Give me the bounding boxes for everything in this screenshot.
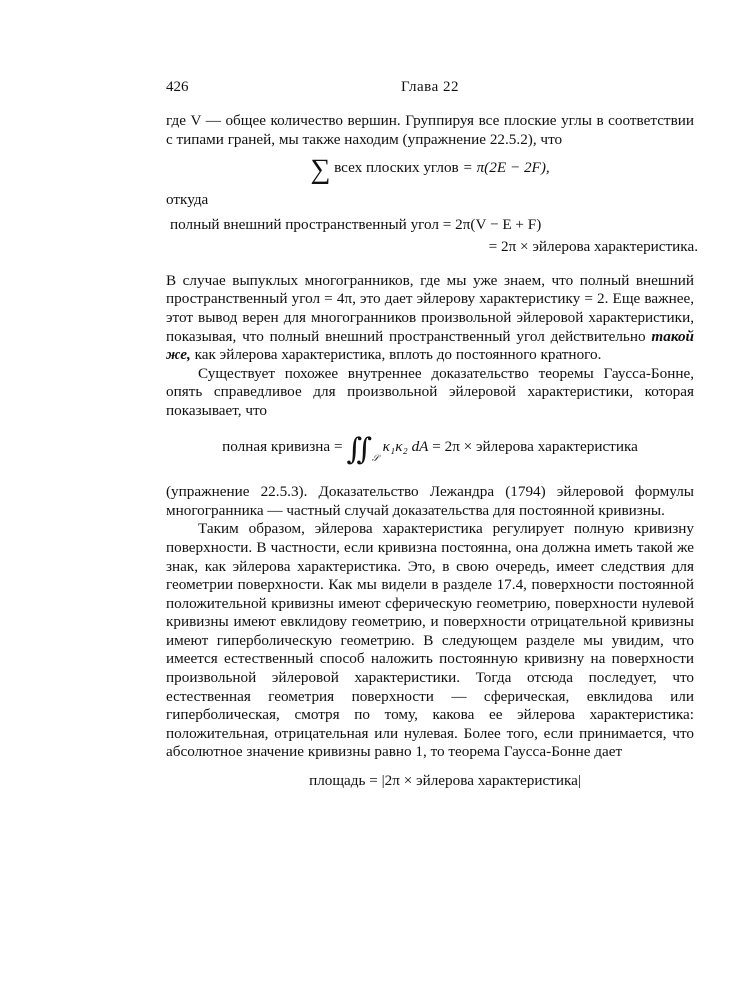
formula-total-curvature xyxy=(166,432,694,468)
integral-subscript: 𝒮 xyxy=(371,452,379,463)
paragraph-5: (упражнение 22.5.3). Доказательство Лежандра (1794) эйлеровой формулы многогранника — частный случай доказательства для постоянной кривизны. xyxy=(166,483,694,519)
double-integral-symbol: ∬ xyxy=(346,432,372,466)
chapter-word: Глава xyxy=(401,79,439,95)
paragraph-6: Таким образом, эйлерова характеристика регулирует полную кривизну поверхности. В частности, если кривизна постоянна, она должна иметь такой же знак, как эйлерова характеристика. Это, в свою очередь, имеет следствия для геометрии поверхности. Как мы видели в разделе 17.4, поверхности постоянной положительной кривизны имеют сферическую геометрию, поверхности нулевой кривизны имеют евклидову геометрию, и поверхности отрицательной кривизны имеют гиперболическую геометрию. В следующем разделе мы увидим, что имеется естественный способ наложить постоянную кривизну на поверхности произвольной эйлеровой характеристики. Тогда отсюда последует, что естественная геометрия поверхности — сферическая, евклидова или гиперболическая, смотря по тому, какова ее эйлерова характеристика: положительная, отрицательная или нулевая. Более того, если принимается, что абсолютное значение кривизны равно 1, то теорема Гаусса-Бонне дает xyxy=(166,520,694,761)
formula-solid-angle-line2 xyxy=(489,238,698,257)
paragraph-3-part2: как эйлерова характеристика, вплоть до постоянного кратного. xyxy=(194,346,602,364)
page-body xyxy=(166,112,698,791)
formula-solid-angle-line1 xyxy=(170,216,541,235)
paragraph-1: где V — общее количество вершин. Группируя все плоские углы в соответствии с типами граней, мы также находим (упражнение 22.5.2), что xyxy=(166,112,694,148)
formula-curvature-rhs: = 2π × эйлерова характеристика xyxy=(432,437,638,455)
paragraph-3-part1: В случае выпуклых многогранников, где мы уже знаем, что полный внешний пространственный угол = 4π, это дает эйлерову характеристику = 2. Еще важнее, этот вывод верен для многогранников произвольной эйлеровой характеристики, показывая, что полный внешний пространственный угол действительно xyxy=(166,271,694,345)
formula-solid-angle xyxy=(166,215,698,260)
formula-sum-text: всех плоских углов xyxy=(334,159,459,177)
chapter-title xyxy=(166,79,694,96)
paragraph-3-emphasis: такой же, xyxy=(166,327,694,364)
formula-sum-angles xyxy=(166,156,694,184)
sum-symbol: ∑ xyxy=(310,154,331,186)
formula-solid-angle-rhs2: = 2π × эйлерова характеристика. xyxy=(488,237,698,255)
paragraph-4: Существует похожее внутреннее доказательство теоремы Гаусса-Бонне, опять справедливое для произвольной эйлеровой характеристики, которая показывает, что xyxy=(166,364,694,419)
page-number: 426 xyxy=(166,79,189,95)
formula-solid-angle-rhs1: = 2π(V − E + F) xyxy=(442,215,542,233)
formula-sum-rhs: = π(2E − 2F), xyxy=(462,159,550,177)
formula-solid-angle-text: полный внешний пространственный угол xyxy=(170,215,439,233)
paragraph-3 xyxy=(166,272,694,365)
paragraph-2: откуда xyxy=(166,191,209,209)
running-header xyxy=(166,79,694,99)
formula-curvature-expr: κ₁κ₂ dA xyxy=(382,437,429,455)
formula-curvature-lhs: полная кривизна = xyxy=(222,437,343,455)
formula-area: площадь = |2π × эйлерова характеристика| xyxy=(309,772,581,790)
chapter-number: 22 xyxy=(442,79,459,95)
